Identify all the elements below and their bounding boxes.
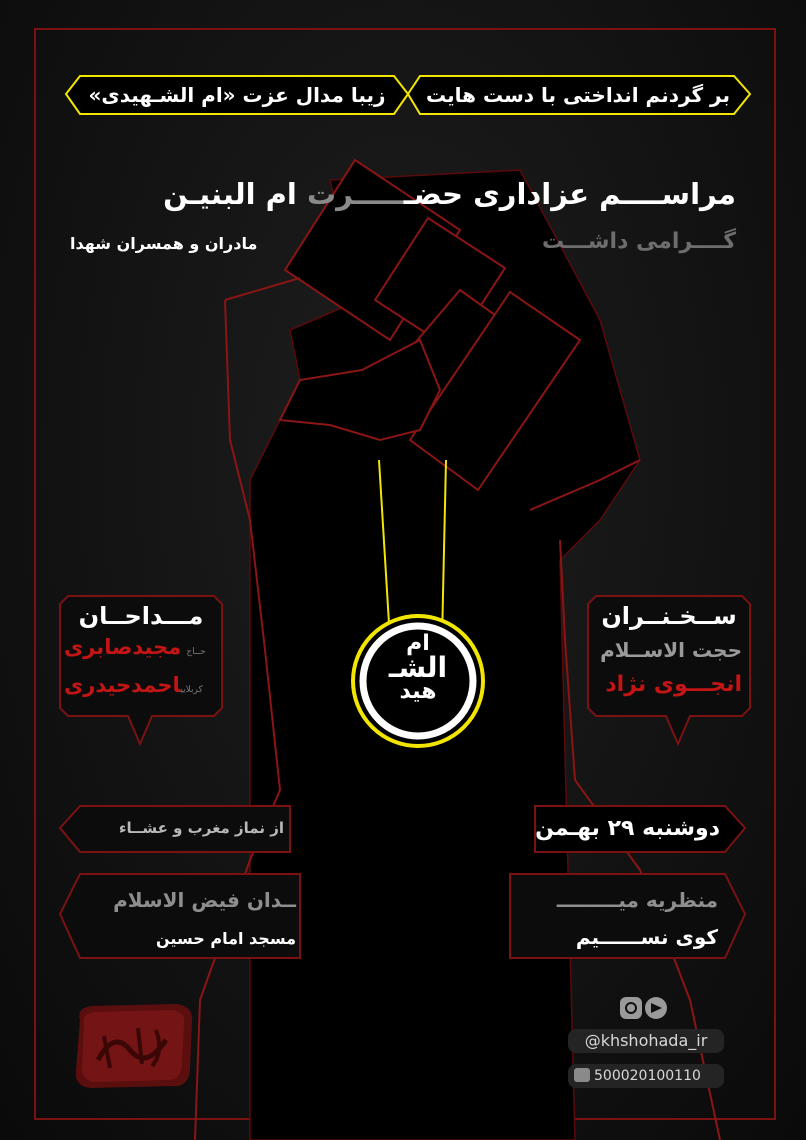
speaker-name: انجـــوی نژاد <box>605 672 742 697</box>
title-part-1: مراســــم عزاداری حضـ <box>403 177 736 211</box>
event-time: از نماز مغرب و عشــاء <box>118 819 284 837</box>
instagram-icon[interactable] <box>620 997 642 1019</box>
speaker-honorific: حجت الاســلام <box>600 638 742 662</box>
eulogist-1 <box>64 635 218 659</box>
social-handle[interactable]: @khshohada_ir <box>568 1029 724 1053</box>
sms-icon <box>574 1068 590 1082</box>
sms-number[interactable] <box>568 1064 724 1088</box>
subtitle: گــــرامی داشـــت <box>542 229 736 254</box>
telegram-icon[interactable] <box>645 997 667 1019</box>
venue-left-line-1: ــدان فیض الاسلام <box>113 888 296 912</box>
medal-line-1: ام <box>406 631 430 656</box>
medal-line-2: الشـ <box>388 651 448 684</box>
venue-left-line-2: مسجد امام حسین <box>156 929 296 948</box>
subtitle-honorees: مادران و همسران شهدا <box>70 234 258 253</box>
banner-left-text: زیبا مدال عزت «ام الشـهیدی» <box>88 83 386 107</box>
khadem-shohada-seal-icon <box>68 1000 200 1092</box>
eulogist-1-name: مجیدصابری <box>64 635 182 659</box>
page-title <box>163 177 736 211</box>
event-date: دوشنبه ۲۹ بهـمن <box>535 816 720 841</box>
venue-right-line-2: کوی نســــــیم <box>575 925 718 949</box>
eulogist-1-prefix: حــاج <box>186 647 206 657</box>
medal-text <box>368 632 468 704</box>
eulogists-title: مـــداحــان <box>78 602 204 630</box>
banner-right-text: بر گردنم انداختی با دست هایت <box>425 83 730 107</box>
title-part-grey: ـــــرت <box>306 177 404 211</box>
eulogist-2 <box>64 673 218 697</box>
title-part-2: ام البنیـن <box>163 177 297 211</box>
speakers-title: ســخـنــران <box>601 602 737 630</box>
eulogist-2-name: احمدحیدری <box>64 673 181 697</box>
medal-line-3: هید <box>399 679 437 704</box>
sms-number-text: 500020100110 <box>594 1068 701 1084</box>
venue-right-line-1: منظریه میـــــــــ <box>556 888 718 912</box>
social-icons <box>620 997 667 1019</box>
eulogist-2-prefix: کربلایی <box>180 685 203 695</box>
